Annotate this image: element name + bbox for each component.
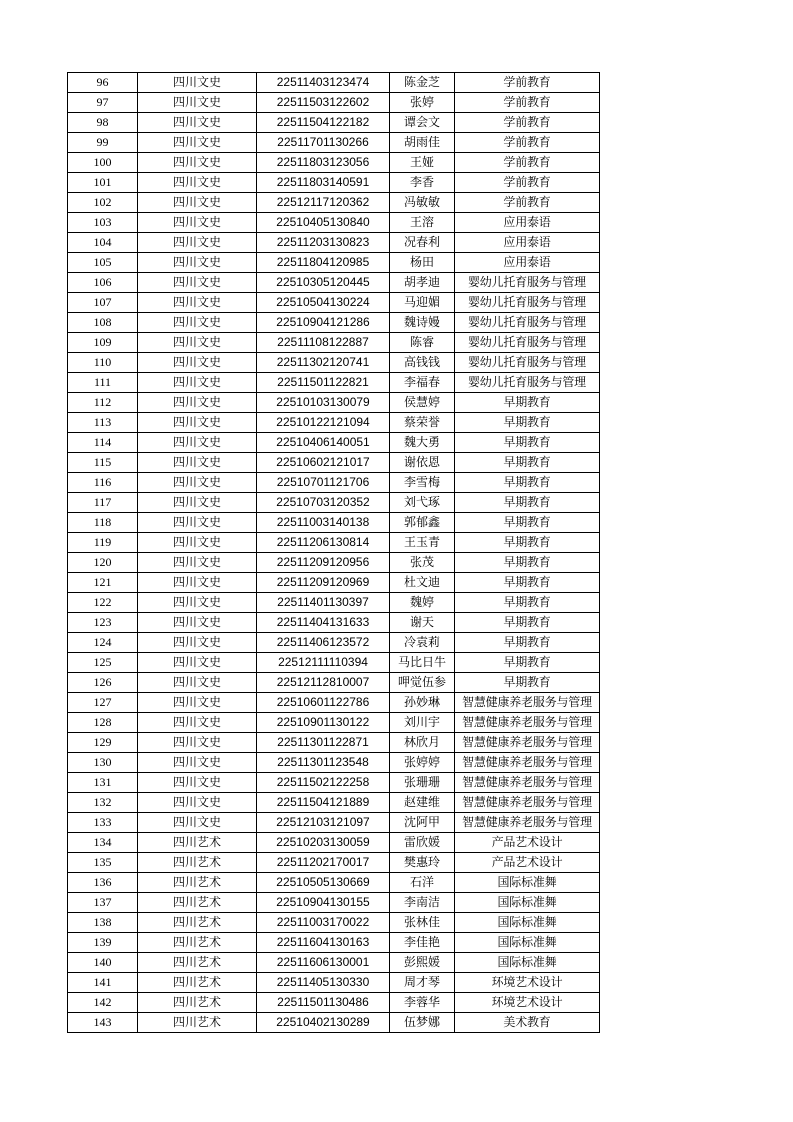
- category-cell: 四川文史: [138, 733, 257, 753]
- major-cell: 早期教育: [455, 413, 600, 433]
- roster-body: [68, 73, 600, 1033]
- exam-id-cell: 22511003140138: [257, 513, 390, 533]
- major-cell: 环境艺术设计: [455, 993, 600, 1013]
- row-index-cell: 131: [68, 773, 138, 793]
- category-cell: 四川文史: [138, 233, 257, 253]
- category-cell: 四川文史: [138, 213, 257, 233]
- student-name-cell: 雷欣媛: [390, 833, 455, 853]
- exam-id-cell: 22511405130330: [257, 973, 390, 993]
- student-name-cell: 石洋: [390, 873, 455, 893]
- student-name-cell: 冷袁莉: [390, 633, 455, 653]
- student-name-cell: 郭郁鑫: [390, 513, 455, 533]
- table-row: [68, 453, 600, 473]
- major-cell: 早期教育: [455, 433, 600, 453]
- row-index-cell: 117: [68, 493, 138, 513]
- row-index-cell: 118: [68, 513, 138, 533]
- exam-id-cell: 22511404131633: [257, 613, 390, 633]
- table-row: [68, 853, 600, 873]
- major-cell: 婴幼儿托育服务与管理: [455, 273, 600, 293]
- category-cell: 四川文史: [138, 513, 257, 533]
- exam-id-cell: 22510402130289: [257, 1013, 390, 1033]
- table-row: [68, 73, 600, 93]
- row-index-cell: 100: [68, 153, 138, 173]
- category-cell: 四川文史: [138, 253, 257, 273]
- student-name-cell: 张婷婷: [390, 753, 455, 773]
- table-row: [68, 973, 600, 993]
- category-cell: 四川文史: [138, 813, 257, 833]
- category-cell: 四川文史: [138, 113, 257, 133]
- exam-id-cell: 22511301123548: [257, 753, 390, 773]
- table-row: [68, 253, 600, 273]
- exam-id-cell: 22511202170017: [257, 853, 390, 873]
- major-cell: 婴幼儿托育服务与管理: [455, 333, 600, 353]
- category-cell: 四川文史: [138, 633, 257, 653]
- row-index-cell: 120: [68, 553, 138, 573]
- table-row: [68, 693, 600, 713]
- row-index-cell: 111: [68, 373, 138, 393]
- exam-id-cell: 22511604130163: [257, 933, 390, 953]
- category-cell: 四川艺术: [138, 853, 257, 873]
- table-row: [68, 633, 600, 653]
- student-name-cell: 陈金芝: [390, 73, 455, 93]
- table-row: [68, 153, 600, 173]
- row-index-cell: 121: [68, 573, 138, 593]
- exam-id-cell: 22511504122182: [257, 113, 390, 133]
- category-cell: 四川文史: [138, 553, 257, 573]
- category-cell: 四川艺术: [138, 973, 257, 993]
- table-row: [68, 313, 600, 333]
- major-cell: 国际标准舞: [455, 873, 600, 893]
- major-cell: 早期教育: [455, 673, 600, 693]
- row-index-cell: 123: [68, 613, 138, 633]
- major-cell: 国际标准舞: [455, 893, 600, 913]
- category-cell: 四川艺术: [138, 953, 257, 973]
- row-index-cell: 105: [68, 253, 138, 273]
- major-cell: 国际标准舞: [455, 913, 600, 933]
- table-row: [68, 173, 600, 193]
- table-row: [68, 93, 600, 113]
- student-name-cell: 谢天: [390, 613, 455, 633]
- exam-id-cell: 22511606130001: [257, 953, 390, 973]
- student-name-cell: 马比日牛: [390, 653, 455, 673]
- major-cell: 早期教育: [455, 393, 600, 413]
- category-cell: 四川文史: [138, 173, 257, 193]
- major-cell: 学前教育: [455, 93, 600, 113]
- table-row: [68, 873, 600, 893]
- category-cell: 四川文史: [138, 433, 257, 453]
- major-cell: 应用泰语: [455, 233, 600, 253]
- category-cell: 四川艺术: [138, 893, 257, 913]
- student-name-cell: 高钱钱: [390, 353, 455, 373]
- row-index-cell: 112: [68, 393, 138, 413]
- exam-id-cell: 22511803123056: [257, 153, 390, 173]
- category-cell: 四川艺术: [138, 933, 257, 953]
- row-index-cell: 136: [68, 873, 138, 893]
- major-cell: 产品艺术设计: [455, 833, 600, 853]
- table-row: [68, 713, 600, 733]
- row-index-cell: 139: [68, 933, 138, 953]
- category-cell: 四川艺术: [138, 833, 257, 853]
- table-row: [68, 573, 600, 593]
- exam-id-cell: 22512112810007: [257, 673, 390, 693]
- row-index-cell: 126: [68, 673, 138, 693]
- exam-id-cell: 22510901130122: [257, 713, 390, 733]
- student-name-cell: 张茂: [390, 553, 455, 573]
- row-index-cell: 96: [68, 73, 138, 93]
- exam-id-cell: 22510505130669: [257, 873, 390, 893]
- table-row: [68, 333, 600, 353]
- student-name-cell: 李香: [390, 173, 455, 193]
- category-cell: 四川艺术: [138, 1013, 257, 1033]
- exam-id-cell: 22510103130079: [257, 393, 390, 413]
- exam-id-cell: 22511108122887: [257, 333, 390, 353]
- student-name-cell: 张婷: [390, 93, 455, 113]
- exam-id-cell: 22510406140051: [257, 433, 390, 453]
- exam-id-cell: 22511503122602: [257, 93, 390, 113]
- category-cell: 四川文史: [138, 73, 257, 93]
- student-name-cell: 杜文迪: [390, 573, 455, 593]
- table-row: [68, 233, 600, 253]
- table-row: [68, 553, 600, 573]
- row-index-cell: 115: [68, 453, 138, 473]
- exam-id-cell: 22510601122786: [257, 693, 390, 713]
- major-cell: 婴幼儿托育服务与管理: [455, 353, 600, 373]
- table-row: [68, 753, 600, 773]
- major-cell: 应用泰语: [455, 213, 600, 233]
- row-index-cell: 134: [68, 833, 138, 853]
- student-name-cell: 赵建维: [390, 793, 455, 813]
- table-row: [68, 993, 600, 1013]
- category-cell: 四川文史: [138, 353, 257, 373]
- row-index-cell: 124: [68, 633, 138, 653]
- table-row: [68, 433, 600, 453]
- row-index-cell: 125: [68, 653, 138, 673]
- table-row: [68, 953, 600, 973]
- student-name-cell: 伍梦娜: [390, 1013, 455, 1033]
- row-index-cell: 141: [68, 973, 138, 993]
- row-index-cell: 103: [68, 213, 138, 233]
- student-name-cell: 魏婷: [390, 593, 455, 613]
- exam-id-cell: 22511501122821: [257, 373, 390, 393]
- category-cell: 四川艺术: [138, 873, 257, 893]
- exam-id-cell: 22511501130486: [257, 993, 390, 1013]
- exam-id-cell: 22511003170022: [257, 913, 390, 933]
- major-cell: 早期教育: [455, 453, 600, 473]
- student-name-cell: 胡孝迪: [390, 273, 455, 293]
- major-cell: 产品艺术设计: [455, 853, 600, 873]
- major-cell: 智慧健康养老服务与管理: [455, 773, 600, 793]
- exam-id-cell: 22510602121017: [257, 453, 390, 473]
- table-row: [68, 593, 600, 613]
- student-name-cell: 李南洁: [390, 893, 455, 913]
- student-name-cell: 呷觉伍参: [390, 673, 455, 693]
- student-name-cell: 王溶: [390, 213, 455, 233]
- table-row: [68, 413, 600, 433]
- row-index-cell: 133: [68, 813, 138, 833]
- row-index-cell: 137: [68, 893, 138, 913]
- row-index-cell: 107: [68, 293, 138, 313]
- exam-id-cell: 22510305120445: [257, 273, 390, 293]
- student-name-cell: 张珊珊: [390, 773, 455, 793]
- student-name-cell: 侯慧婷: [390, 393, 455, 413]
- major-cell: 学前教育: [455, 173, 600, 193]
- row-index-cell: 113: [68, 413, 138, 433]
- major-cell: 智慧健康养老服务与管理: [455, 793, 600, 813]
- category-cell: 四川文史: [138, 333, 257, 353]
- table-row: [68, 113, 600, 133]
- category-cell: 四川文史: [138, 613, 257, 633]
- row-index-cell: 97: [68, 93, 138, 113]
- student-name-cell: 陈睿: [390, 333, 455, 353]
- row-index-cell: 128: [68, 713, 138, 733]
- table-row: [68, 793, 600, 813]
- row-index-cell: 129: [68, 733, 138, 753]
- category-cell: 四川文史: [138, 153, 257, 173]
- category-cell: 四川文史: [138, 313, 257, 333]
- major-cell: 早期教育: [455, 553, 600, 573]
- table-row: [68, 393, 600, 413]
- row-index-cell: 101: [68, 173, 138, 193]
- exam-id-cell: 22511209120969: [257, 573, 390, 593]
- exam-id-cell: 22510122121094: [257, 413, 390, 433]
- table-row: [68, 493, 600, 513]
- exam-id-cell: 22511302120741: [257, 353, 390, 373]
- major-cell: 国际标准舞: [455, 933, 600, 953]
- category-cell: 四川文史: [138, 713, 257, 733]
- major-cell: 智慧健康养老服务与管理: [455, 733, 600, 753]
- exam-id-cell: 22511701130266: [257, 133, 390, 153]
- student-name-cell: 沈阿甲: [390, 813, 455, 833]
- category-cell: 四川文史: [138, 273, 257, 293]
- student-name-cell: 刘弋琢: [390, 493, 455, 513]
- table-row: [68, 893, 600, 913]
- row-index-cell: 110: [68, 353, 138, 373]
- category-cell: 四川文史: [138, 473, 257, 493]
- student-name-cell: 李蓉华: [390, 993, 455, 1013]
- major-cell: 婴幼儿托育服务与管理: [455, 373, 600, 393]
- row-index-cell: 140: [68, 953, 138, 973]
- row-index-cell: 106: [68, 273, 138, 293]
- student-name-cell: 孙妙琳: [390, 693, 455, 713]
- category-cell: 四川文史: [138, 373, 257, 393]
- exam-id-cell: 22511803140591: [257, 173, 390, 193]
- exam-id-cell: 22512103121097: [257, 813, 390, 833]
- major-cell: 早期教育: [455, 633, 600, 653]
- major-cell: 环境艺术设计: [455, 973, 600, 993]
- category-cell: 四川文史: [138, 533, 257, 553]
- category-cell: 四川艺术: [138, 913, 257, 933]
- major-cell: 学前教育: [455, 73, 600, 93]
- student-name-cell: 林欣月: [390, 733, 455, 753]
- major-cell: 学前教育: [455, 193, 600, 213]
- category-cell: 四川文史: [138, 493, 257, 513]
- student-name-cell: 马迎媚: [390, 293, 455, 313]
- category-cell: 四川文史: [138, 753, 257, 773]
- category-cell: 四川文史: [138, 573, 257, 593]
- major-cell: 婴幼儿托育服务与管理: [455, 313, 600, 333]
- row-index-cell: 98: [68, 113, 138, 133]
- major-cell: 学前教育: [455, 133, 600, 153]
- exam-id-cell: 22511406123572: [257, 633, 390, 653]
- table-row: [68, 773, 600, 793]
- table-row: [68, 913, 600, 933]
- row-index-cell: 119: [68, 533, 138, 553]
- major-cell: 早期教育: [455, 533, 600, 553]
- student-name-cell: 杨田: [390, 253, 455, 273]
- row-index-cell: 102: [68, 193, 138, 213]
- student-name-cell: 王玉青: [390, 533, 455, 553]
- row-index-cell: 116: [68, 473, 138, 493]
- student-name-cell: 冯敏敏: [390, 193, 455, 213]
- student-name-cell: 樊惠玲: [390, 853, 455, 873]
- category-cell: 四川艺术: [138, 993, 257, 1013]
- student-name-cell: 胡雨佳: [390, 133, 455, 153]
- major-cell: 国际标准舞: [455, 953, 600, 973]
- table-row: [68, 353, 600, 373]
- category-cell: 四川文史: [138, 793, 257, 813]
- table-row: [68, 673, 600, 693]
- major-cell: 智慧健康养老服务与管理: [455, 693, 600, 713]
- row-index-cell: 132: [68, 793, 138, 813]
- major-cell: 美术教育: [455, 1013, 600, 1033]
- major-cell: 早期教育: [455, 593, 600, 613]
- student-name-cell: 彭熙媛: [390, 953, 455, 973]
- table-row: [68, 213, 600, 233]
- exam-id-cell: 22512111110394: [257, 653, 390, 673]
- category-cell: 四川文史: [138, 93, 257, 113]
- exam-id-cell: 22510405130840: [257, 213, 390, 233]
- exam-id-cell: 22511401130397: [257, 593, 390, 613]
- major-cell: 婴幼儿托育服务与管理: [455, 293, 600, 313]
- major-cell: 早期教育: [455, 573, 600, 593]
- major-cell: 早期教育: [455, 613, 600, 633]
- student-name-cell: 刘川宇: [390, 713, 455, 733]
- table-row: [68, 373, 600, 393]
- exam-id-cell: 22511403123474: [257, 73, 390, 93]
- category-cell: 四川文史: [138, 393, 257, 413]
- student-name-cell: 李福春: [390, 373, 455, 393]
- table-row: [68, 733, 600, 753]
- table-row: [68, 473, 600, 493]
- table-row: [68, 833, 600, 853]
- category-cell: 四川文史: [138, 293, 257, 313]
- major-cell: 学前教育: [455, 153, 600, 173]
- major-cell: 早期教育: [455, 653, 600, 673]
- exam-id-cell: 22510504130224: [257, 293, 390, 313]
- major-cell: 智慧健康养老服务与管理: [455, 813, 600, 833]
- row-index-cell: 127: [68, 693, 138, 713]
- student-name-cell: 李佳艳: [390, 933, 455, 953]
- row-index-cell: 114: [68, 433, 138, 453]
- row-index-cell: 138: [68, 913, 138, 933]
- table-row: [68, 613, 600, 633]
- major-cell: 智慧健康养老服务与管理: [455, 713, 600, 733]
- table-row: [68, 193, 600, 213]
- admission-roster-table: [67, 72, 600, 1033]
- exam-id-cell: 22510701121706: [257, 473, 390, 493]
- table-row: [68, 813, 600, 833]
- student-name-cell: 王娅: [390, 153, 455, 173]
- table-row: [68, 533, 600, 553]
- exam-id-cell: 22511301122871: [257, 733, 390, 753]
- row-index-cell: 109: [68, 333, 138, 353]
- major-cell: 早期教育: [455, 493, 600, 513]
- student-name-cell: 李雪梅: [390, 473, 455, 493]
- category-cell: 四川文史: [138, 133, 257, 153]
- student-name-cell: 蔡荣誉: [390, 413, 455, 433]
- row-index-cell: 143: [68, 1013, 138, 1033]
- exam-id-cell: 22511502122258: [257, 773, 390, 793]
- student-name-cell: 张林佳: [390, 913, 455, 933]
- exam-id-cell: 22511206130814: [257, 533, 390, 553]
- row-index-cell: 135: [68, 853, 138, 873]
- category-cell: 四川文史: [138, 693, 257, 713]
- exam-id-cell: 22511203130823: [257, 233, 390, 253]
- category-cell: 四川文史: [138, 593, 257, 613]
- student-name-cell: 谢依恩: [390, 453, 455, 473]
- category-cell: 四川文史: [138, 453, 257, 473]
- exam-id-cell: 22510203130059: [257, 833, 390, 853]
- exam-id-cell: 22511504121889: [257, 793, 390, 813]
- table-row: [68, 513, 600, 533]
- major-cell: 早期教育: [455, 473, 600, 493]
- major-cell: 学前教育: [455, 113, 600, 133]
- category-cell: 四川文史: [138, 193, 257, 213]
- row-index-cell: 108: [68, 313, 138, 333]
- table-row: [68, 1013, 600, 1033]
- exam-id-cell: 22511209120956: [257, 553, 390, 573]
- category-cell: 四川文史: [138, 773, 257, 793]
- major-cell: 早期教育: [455, 513, 600, 533]
- row-index-cell: 142: [68, 993, 138, 1013]
- row-index-cell: 104: [68, 233, 138, 253]
- table-row: [68, 933, 600, 953]
- student-name-cell: 谭会文: [390, 113, 455, 133]
- exam-id-cell: 22510703120352: [257, 493, 390, 513]
- exam-id-cell: 22510904121286: [257, 313, 390, 333]
- table-row: [68, 653, 600, 673]
- row-index-cell: 99: [68, 133, 138, 153]
- category-cell: 四川文史: [138, 653, 257, 673]
- row-index-cell: 122: [68, 593, 138, 613]
- table-row: [68, 273, 600, 293]
- row-index-cell: 130: [68, 753, 138, 773]
- student-name-cell: 周才琴: [390, 973, 455, 993]
- student-name-cell: 魏诗嫚: [390, 313, 455, 333]
- major-cell: 智慧健康养老服务与管理: [455, 753, 600, 773]
- category-cell: 四川文史: [138, 673, 257, 693]
- table-row: [68, 293, 600, 313]
- exam-id-cell: 22510904130155: [257, 893, 390, 913]
- category-cell: 四川文史: [138, 413, 257, 433]
- table-row: [68, 133, 600, 153]
- exam-id-cell: 22512117120362: [257, 193, 390, 213]
- exam-id-cell: 22511804120985: [257, 253, 390, 273]
- major-cell: 应用泰语: [455, 253, 600, 273]
- student-name-cell: 魏大勇: [390, 433, 455, 453]
- student-name-cell: 况春利: [390, 233, 455, 253]
